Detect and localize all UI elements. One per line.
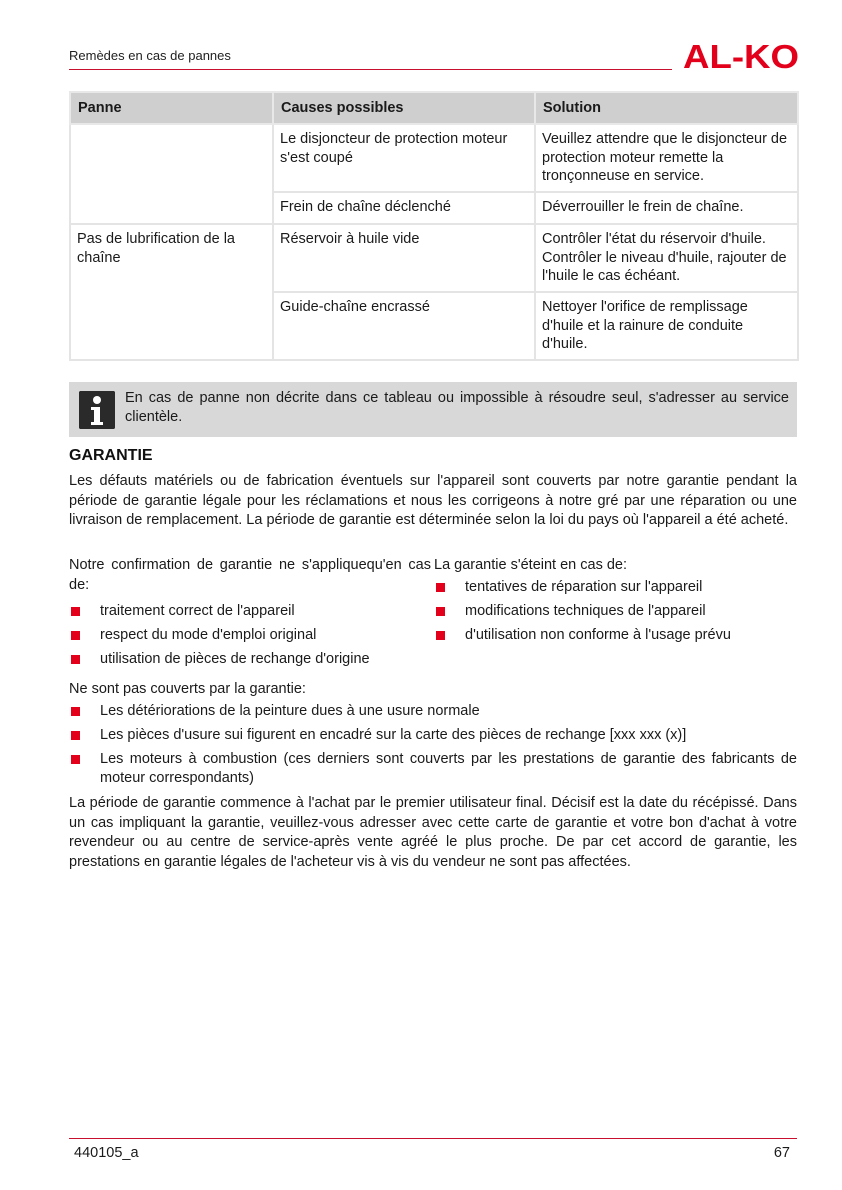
warranty-applies-list <box>69 602 431 670</box>
list-item: utilisation de pièces de rechange d'origine <box>69 650 431 670</box>
column-header-panne: Panne <box>70 92 273 124</box>
list-item: respect du mode d'emploi original <box>69 626 431 646</box>
info-text: En cas de panne non décrite dans ce tableau ou impossible à résoudre seul, s'adresser au service clientèle. <box>125 390 789 425</box>
list-item: Les pièces d'usure sui figurent en encadré sur la carte des pièces de rechange [xxx xxx (x)] <box>69 726 797 746</box>
warranty-applies-intro: Notre confirmation de garantie ne s'appliquequ'en cas de: <box>69 557 431 593</box>
column-header-solution: Solution <box>535 92 798 124</box>
warranty-closing: La période de garantie commence à l'achat par le premier utilisateur final. Décisif est la date du récépissé. Dans un cas impliquant la garantie, veuillez-vous adresser avec cette carte de garantie et votre bon d'achat à votre revendeur ou au centre de service-après vente agréé le plus proche. De par cet accord de garantie, les prestations en garantie légales de l'acheteur vis à vis du vendeur ne sont pas affectées. <box>69 795 797 870</box>
bullet-square-icon <box>71 731 80 740</box>
bullet-square-icon <box>71 755 80 764</box>
warranty-not-covered-list <box>69 702 797 789</box>
header-title: Remèdes en cas de pannes <box>69 48 231 63</box>
list-item: Les moteurs à combustion (ces derniers sont couverts par les prestations de garantie des fabricants de moteur correspondants) <box>69 750 797 789</box>
table-cell-panne: Pas de lubrification de la chaîne <box>70 224 273 360</box>
table-cell-solution: Déverrouiller le frein de chaîne. <box>535 192 798 224</box>
bullet-square-icon <box>436 631 445 640</box>
warranty-heading: GARANTIE <box>69 447 153 464</box>
footer-divider <box>69 1138 797 1139</box>
info-icon <box>79 391 115 429</box>
table-row <box>70 224 798 292</box>
table-cell-cause: Frein de chaîne déclenché <box>273 192 535 224</box>
table-cell-cause: Réservoir à huile vide <box>273 224 535 292</box>
bullet-square-icon <box>436 607 445 616</box>
bullet-square-icon <box>71 655 80 664</box>
table-cell-cause: Guide-chaîne encrassé <box>273 292 535 360</box>
troubleshooting-table <box>69 91 799 361</box>
table-cell-solution: Nettoyer l'orifice de remplissage d'huile et la rainure de conduite d'huile. <box>535 292 798 360</box>
bullet-square-icon <box>71 607 80 616</box>
warranty-void-list <box>434 578 797 646</box>
page-number: 67 <box>773 1145 790 1161</box>
warranty-not-covered-intro: Ne sont pas couverts par la garantie: <box>69 681 306 697</box>
table-cell-panne <box>70 124 273 224</box>
list-item: d'utilisation non conforme à l'usage prévu <box>434 626 797 646</box>
bullet-square-icon <box>71 631 80 640</box>
column-header-causes: Causes possibles <box>273 92 535 124</box>
list-item: tentatives de réparation sur l'appareil <box>434 578 797 598</box>
svg-text:AL-KO: AL-KO <box>683 41 799 71</box>
table-cell-solution: Veuillez attendre que le disjoncteur de protection moteur remette la tronçonneuse en service. <box>535 124 798 192</box>
list-item: traitement correct de l'appareil <box>69 602 431 622</box>
alko-logo <box>683 41 799 71</box>
warranty-applies-column <box>69 556 431 674</box>
warranty-void-intro: La garantie s'éteint en cas de: <box>434 557 628 573</box>
list-item: Les détériorations de la peinture dues à une usure normale <box>69 702 797 722</box>
list-item: modifications techniques de l'appareil <box>434 602 797 622</box>
warranty-void-column <box>434 556 797 650</box>
document-number: 440105_a <box>74 1145 139 1161</box>
info-box <box>69 382 797 437</box>
table-header-row <box>70 92 798 124</box>
table-cell-solution: Contrôler l'état du réservoir d'huile. Contrôler le niveau d'huile, rajouter de l'huile le cas échéant. <box>535 224 798 292</box>
table-cell-cause: Le disjoncteur de protection moteur s'est coupé <box>273 124 535 192</box>
table-row <box>70 124 798 192</box>
warranty-not-covered <box>69 680 797 793</box>
header-divider <box>69 69 672 70</box>
bullet-square-icon <box>71 707 80 716</box>
bullet-square-icon <box>436 583 445 592</box>
warranty-intro: Les défauts matériels ou de fabrication éventuels sur l'appareil sont couverts par notre garantie pendant la période de garantie légale pour les réclamations et nous les corrigeons à notre gré par une réparation ou une livraison de remplacement. La période de garantie est déterminée selon la loi du pays où l'appareil a été acheté. <box>69 473 797 528</box>
